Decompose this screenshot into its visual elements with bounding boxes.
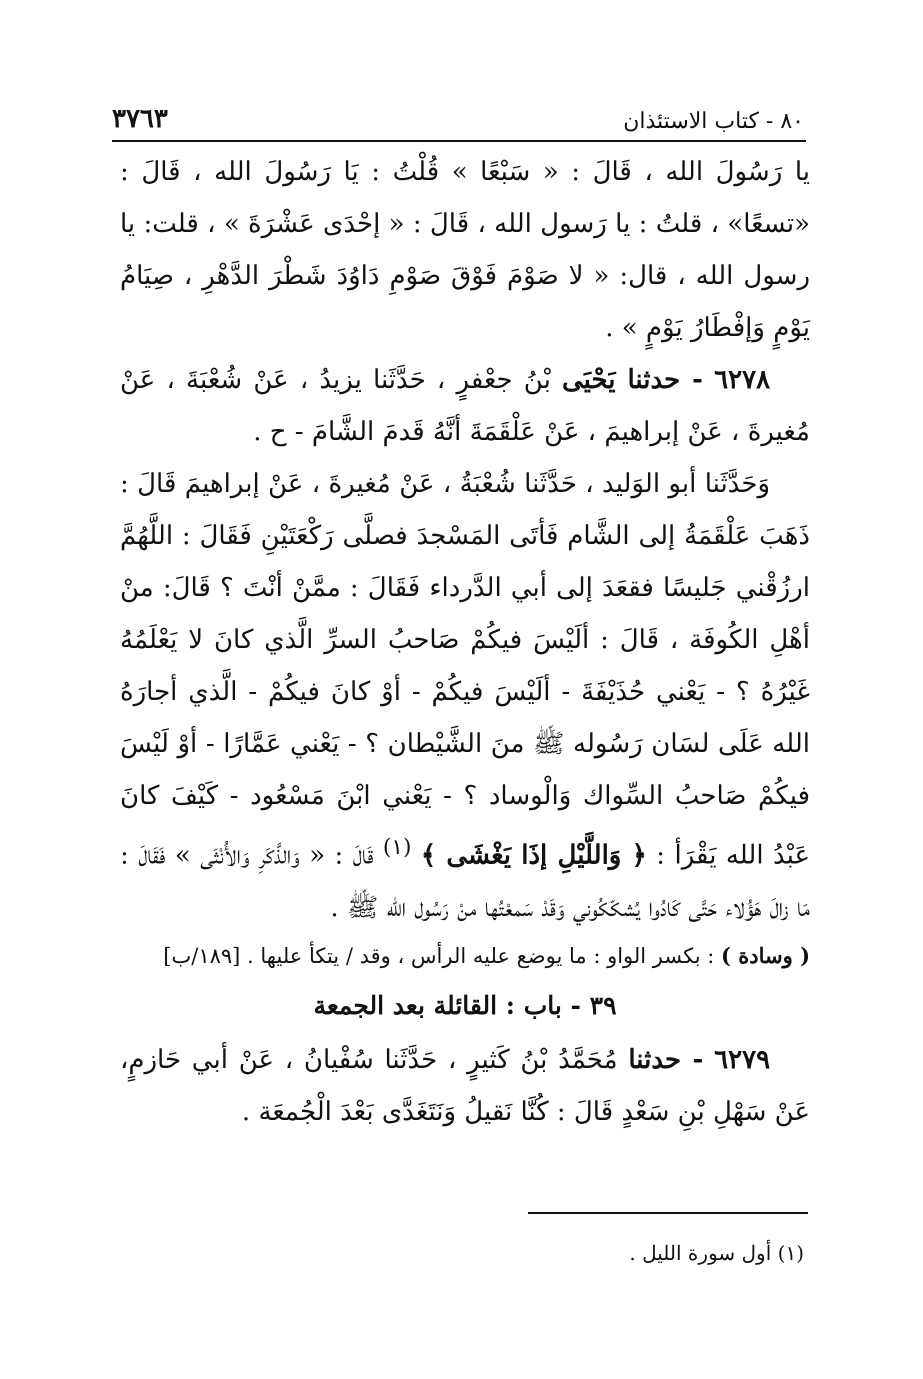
chapter-heading-title: - باب : القائلة بعد الجمعة	[313, 990, 581, 1020]
header-rule	[112, 140, 806, 142]
hadith-text: مُحَمَّدُ بْنُ كَثيرٍ ، حَدَّثَنا سُفْيانُ ، عَنْ أبي حَازمٍ، عَنْ سَهْلِ بْنِ سَعْدٍ قَالَ : كُنَّا نَقيلُ وَنَتَغَدَّى بَعْدَ الْجُمعَة .	[120, 1044, 810, 1127]
hadith-number: ٦٢٧٩	[714, 1044, 771, 1075]
word-gloss	[120, 934, 810, 978]
gloss-word: ( وسادة )	[721, 942, 810, 968]
footnote-rule	[528, 1212, 808, 1214]
hadith-number: ٦٢٧٨	[714, 365, 771, 395]
hadith-6278-second-chain	[120, 458, 810, 934]
quran-quote: ﴿ وَاللَّيْلِ إذَا يَغْشَى ﴾	[420, 840, 647, 871]
gloss-text: : بكسر الواو : ما يوضع عليه الرأس ، وقد / يتكأ عليها .	[247, 943, 715, 968]
footnote	[400, 1238, 804, 1268]
hadith-text: وَحَدَّثَنا أبو الوَليد ، حَدَّثَنا شُعْبَةُ ، عَنْ مُغيرةَ ، عَنْ إبراهيمَ قَالَ : ذَهَبَ عَلْقَمَةُ إلى الشَّام فَأتَى المَسْجدَ فصلَّى رَكْعَتَيْنِ فَقَالَ : اللَّهُمَّ ارزُقْني جَليسًا فقعَدَ إلى أبي الدَّرداء فَقَالَ : ممَّنْ أنْتَ ؟ قَالَ: منْ أهْلِ الكُوفَة ، قَالَ : ألَيْسَ فيكُمْ صَاحبُ السرِّ الَّذي كانَ لا يَعْلَمُهُ غَيْرُهُ ؟ - يَعْني حُذَيْفَةَ - ألَيْسَ فيكُمْ - أوْ كانَ فيكُمْ - الَّذي أجارَهُ الله عَلَى لسَان رَسُوله ﷺ منَ الشَّيْطان ؟ - يَعْني عَمَّارًا - أوْ لَيْسَ فيكُمْ صَاحبُ السِّواك وَالْوساد ؟ - يَعْني ابْنَ مَسْعُود - كَيْفَ كانَ عَبْدُ الله يَقْرَأ :	[120, 469, 811, 871]
continued-text: يا رَسُولَ الله ، قَالَ : « سَبْعًا » قُلْتُ : يَا رَسُولَ الله ، قَالَ : «تسعًا» ، قلتُ : يا رَسول الله ، قَالَ : « إحْدَى عَشْرَةَ » ، قلت: يا رسول الله ، قال: « لا صَوْمَ فَوْقَ صَوْمِ دَاوُدَ شَطْرَ الدَّهْرِ ، صِيَامُ يَوْمٍ وَإفْطَارُ يَوْمٍ » .	[120, 157, 810, 343]
footnote-text: أول سورة الليل .	[629, 1241, 772, 1265]
running-header	[112, 84, 804, 134]
hadith-text: قَالَ : « وَالذَّكَرِ وَالأُنْثَى » فَقَالَ : مَا زالَ هَؤُلاء حَتَّى كَادُوا يُشكّكُوني وَقَدْ سَمعْتُها منْ رَسُول الله ﷺ .	[120, 840, 810, 923]
hadith-6278	[120, 354, 810, 458]
page-number: ٣٧٦٣	[112, 104, 168, 134]
manuscript-ref: [١٨٩/ب]	[163, 943, 241, 968]
hadith-text: بْنُ جعْفرٍ ، حَدَّثَنا يزيدُ ، عَنْ شُعْبَةَ ، عَنْ مُغيرةَ ، عَنْ إبراهيمَ ، عَنْ عَلْقَمَةَ أنَّهُ قَدمَ الشَّامَ - ح .	[120, 365, 810, 447]
footnote-marker: (١)	[777, 1241, 804, 1265]
footnote-marker: (١)	[382, 835, 412, 860]
chapter-title: ٨٠ - كتاب الاستئذان	[623, 109, 804, 134]
hadith-lead: - حدثنا	[628, 1044, 704, 1075]
main-text	[120, 146, 810, 1138]
chapter-heading	[120, 978, 810, 1034]
hadith-6279	[120, 1034, 810, 1138]
chapter-number: ٣٩	[589, 990, 617, 1020]
hadith-lead: - حدثنا يَحْيَى	[562, 365, 703, 395]
